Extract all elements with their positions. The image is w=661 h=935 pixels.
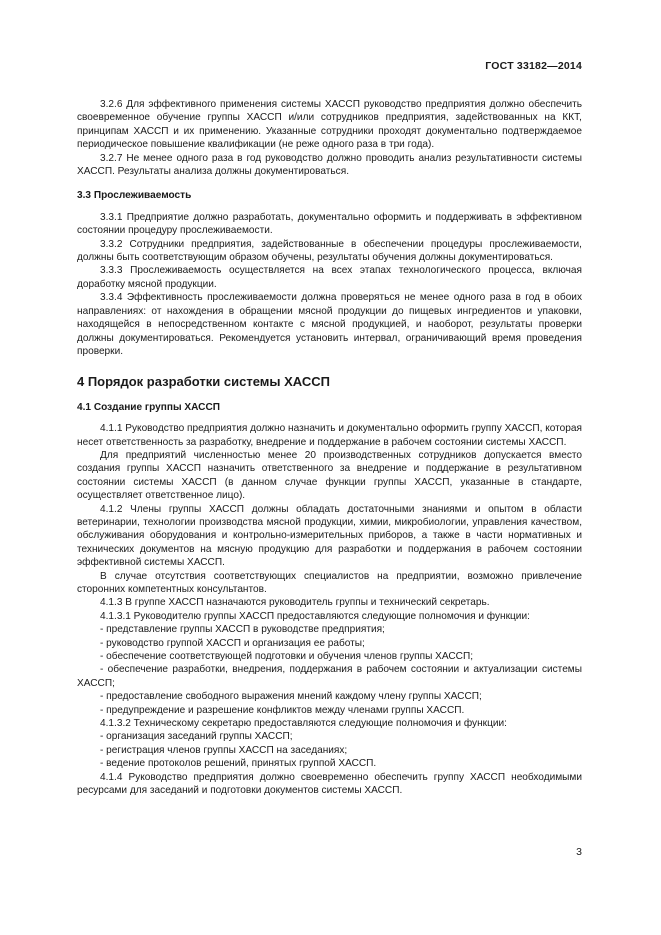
list-item: - предупреждение и разрешение конфликтов между членами группы ХАССП. [100, 704, 465, 716]
paragraph-3-3-4: 3.3.4 Эффективность прослеживаемости должна проверяться не менее одного раза в год в обоих направлениях: от нахождения в обращении мясной продукции до пищевых ингредиентов и упаковки, находящейся в непосредственном контакте с мясной продукцией, и наоборот, результаты проверки должны документироваться. Рекомендуется установить интервал, ограничивающий время проведения проверки. [77, 292, 582, 357]
list-item: - обеспечение разработки, внедрения, поддержания в рабочем состоянии и актуализации системы ХАССП; [77, 664, 582, 689]
paragraph-4-1-1: 4.1.1 Руководство предприятия должно назначить и документально оформить группу ХАССП, которая несет ответственность за разработку, внедрение и поддержание в рабочем состоянии системы ХАССП. [77, 423, 582, 448]
document-body [77, 98, 582, 798]
paragraph-3-3-1: 3.3.1 Предприятие должно разработать, документально оформить и поддерживать в эффективном состоянии процедуру прослеживаемости. [77, 211, 582, 237]
paragraph-4-1-3: 4.1.3 В группе ХАССП назначаются руководитель группы и технический секретарь. [100, 597, 490, 609]
paragraph-4-1-2: 4.1.2 Члены группы ХАССП должны обладать достаточными знаниями и опытом в области ветеринарии, технологии производства мясной продукции, химии, микробиологии, управления качеством, обслуживания оборудования и контрольно-измерительных приборов, а также в части нормативных и технических документов на мясную продукцию для разработки и поддержания в рабочем состоянии эффективной системы ХАССП. [77, 503, 582, 569]
chapter-heading-4: 4 Порядок разработки системы ХАССП [77, 374, 330, 390]
paragraph-3-3-3: 3.3.3 Прослеживаемость осуществляется на всех этапах технологического процесса, включая доработку мясной продукции. [77, 265, 582, 290]
list-item: - обеспечение соответствующей подготовки и обучения членов группы ХАССП; [100, 651, 474, 663]
paragraph-4-1-3-1: 4.1.3.1 Руководителю группы ХАССП предоставляются следующие полномочия и функции: [100, 610, 530, 622]
paragraph-4-1-4: 4.1.4 Руководство предприятия должно своевременно обеспечить группу ХАССП необходимыми ресурсами для заседаний и подготовки документов системы ХАССП. [77, 771, 582, 797]
section-heading-4-1: 4.1 Создание группы ХАССП [77, 401, 220, 413]
page-number: 3 [576, 846, 582, 858]
paragraph-4-1-2-note: В случае отсутствия соответствующих специалистов на предприятии, возможно привлечение сторонних компетентных консультантов. [77, 570, 582, 595]
list-item: - ведение протоколов решений, принятых группой ХАССП. [100, 758, 377, 770]
paragraph-3-2-6: 3.2.6 Для эффективного применения системы ХАССП руководство предприятия должно обеспечить своевременное обучение группы ХАССП и/или сотрудников предприятия, задействованных на ККТ, принципам ХАССП и их применению. Указанные сотрудники проходят документально подтверждаемое периодическое повышение квалификации (не реже одного раза в три года). [77, 99, 582, 151]
list-item: - руководство группой ХАССП и организация ее работы; [100, 637, 365, 649]
list-item: - предоставление свободного выражения мнений каждому члену группы ХАССП; [100, 691, 482, 703]
section-heading-3-3: 3.3 Прослеживаемость [77, 190, 192, 202]
paragraph-4-1-1-note: Для предприятий численностью менее 20 производственных сотрудников допускается вместо создания группы ХАССП назначить ответственного за внедрение и поддержание в результативном состоянии системы ХАССП (в данном случае функции группы ХАССП, указанные в стандарте, осуществляет ответственное лицо). [77, 449, 582, 502]
list-item: - организация заседаний группы ХАССП; [100, 731, 293, 743]
paragraph-3-2-7: 3.2.7 Не менее одного раза в год руководство должно проводить анализ результативности системы ХАССП. Результаты анализа должны документироваться. [77, 152, 582, 178]
paragraph-4-1-3-2: 4.1.3.2 Техническому секретарю предоставляются следующие полномочия и функции: [100, 718, 507, 730]
document-code: ГОСТ 33182—2014 [485, 60, 582, 72]
list-item: - представление группы ХАССП в руководстве предприятия; [100, 624, 385, 636]
list-item: - регистрация членов группы ХАССП на заседаниях; [100, 744, 348, 756]
paragraph-3-3-2: 3.3.2 Сотрудники предприятия, задействованные в обеспечении процедуры прослеживаемости, должны быть соответствующим образом обучены, результаты обучения должны документироваться. [77, 238, 582, 264]
